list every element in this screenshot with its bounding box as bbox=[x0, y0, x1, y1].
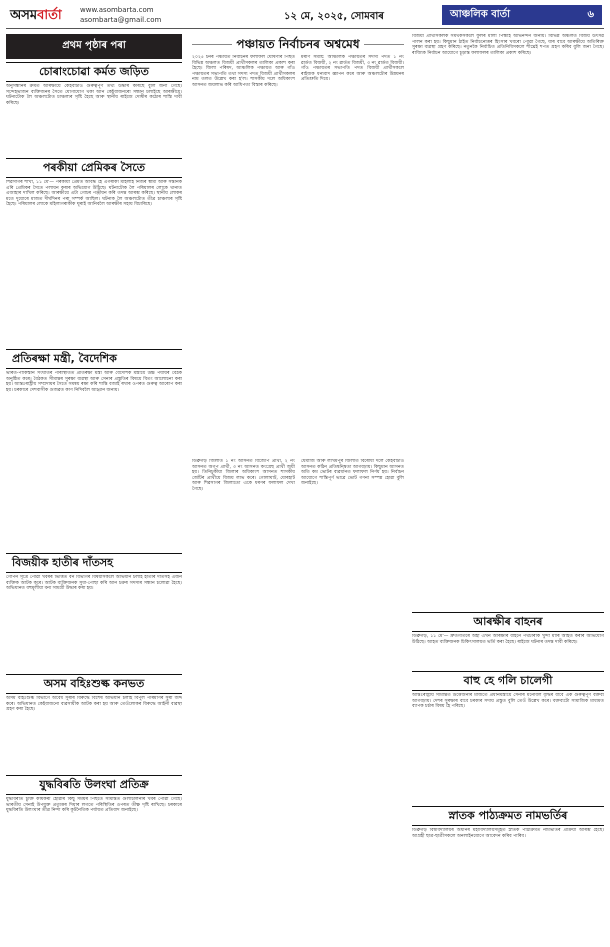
section-title: আঞ্চলিক বাৰ্তা bbox=[450, 8, 511, 20]
article-headline: পৰকীয়া প্ৰেমিকৰ সৈতে bbox=[42, 161, 146, 174]
article-body: ধেমাজি আৰু লখিমপুৰ জিলাত বিৰোধী দলে কেইবাটাও আসনত কঠিন প্ৰতিদ্বন্দ্বিতা আগবঢ়ায়। কিছুমান আসনত অতি কম ভোটৰ ব্যৱধানত ফলাফল নিৰ্ণয় হয়। নিৰ্বাচন আয়োগে শান্তিপূৰ্ণ ভাৱে ভোট গণনা সম্পন্ন হোৱা বুলি জনাইছে। bbox=[301, 459, 404, 487]
article-columns bbox=[192, 55, 404, 869]
article-body: অনুসন্ধানৰ ক্ৰমত আৰক্ষীয়ে কেইবাটাও গুৰুত্বপূৰ্ণ তথ্য উদ্ধাৰ কৰিছে বুলি জনা গৈছে। সন্দেহভাজন ব্যক্তিজনৰ সৈতে যোগাযোগ থকা আন কেইবাজনৰো সন্ধান চলাইছে আৰক্ষীয়ে। ঘটনাটোক লৈ অঞ্চলটোত চাঞ্চল্যৰ সৃষ্টি হৈছে আৰু স্থানীয় ৰাইজে দোষীৰ কঠোৰ শাস্তি দাবী কৰিছে। bbox=[6, 84, 182, 106]
article-header bbox=[412, 612, 604, 632]
article-headline: যুদ্ধবিৰতি উলংঘা প্ৰতিক্ৰ bbox=[39, 778, 149, 791]
article-headline: বাহু হে গলি চালেগী bbox=[463, 674, 553, 687]
article-body: ২০২৫ চনৰ পঞ্চায়ত নিৰ্বাচনৰ ফলাফল ঘোষণাৰ পিছত বিভিন্ন অঞ্চলত বিজয়ী প্ৰাৰ্থীসকলৰ তালিকা প্ৰকাশ কৰা হৈছে। জিলা পৰিষদ, আঞ্চলিক পঞ্চায়ত আৰু গাঁও পঞ্চায়তৰ সভাপতি তথা সদস্য পদত বিজয়ী প্ৰাৰ্থীসকলৰ নাম তলত উল্লেখ কৰা হ'ল। শাসকীয় দলে অধিকাংশ আসনত জয়লাভ কৰি আধিপত্য বিস্তাৰ কৰিছে। bbox=[192, 55, 295, 88]
article-headline: আৰক্ষীৰ বাহনৰ bbox=[473, 615, 543, 628]
article-body: ডিব্ৰুগড় জিলাত ১ নং আসনত বিজেপি প্ৰাৰ্থী, ২ নং আসনত অগপ প্ৰাৰ্থী, ৩ নং আসনত কংগ্ৰেছ প্ৰাৰ্থী জয়ী হয়। তিনিচুকীয়া জিলাৰ অধিকাংশ আসনত শাসকীয় জোঁটৰ প্ৰাৰ্থীয়ে বিজয় লাভ কৰে। গোলাঘাট, যোৰহাট আৰু শিৱসাগৰ জিলাতো একে ধৰণৰ ফলাফল দেখা গৈছে। bbox=[192, 459, 295, 492]
article-header bbox=[6, 62, 182, 82]
subcolumn bbox=[192, 55, 295, 869]
article-body: ডিব্ৰুগড়, ১১ মে'— দ্ৰুতগতিৰে অহা এখন আৰক্ষীৰ বাহনে পথচাৰীক খুন্দা মাৰি আহত কৰাৰ অভিযোগ উঠিছে। আহত ব্যক্তিজনক চিকিৎসালয়ত ভৰ্তি কৰা হৈছে। ৰাইজে ঘটনাৰ তদন্ত দাবী কৰিছে। bbox=[412, 634, 604, 645]
divider bbox=[364, 44, 404, 45]
logo-part1: অসম bbox=[10, 7, 38, 23]
subcolumn bbox=[301, 55, 404, 869]
article-header bbox=[412, 671, 604, 691]
masthead-rule bbox=[6, 28, 604, 29]
article-header bbox=[192, 37, 404, 51]
article-header bbox=[6, 553, 182, 573]
contact-info bbox=[80, 5, 161, 25]
article-body: ডিব্ৰুগড় বিশ্ববিদ্যালয়ৰ অধীনৰ মহাবিদ্যালয়সমূহত স্নাতক পাঠ্যক্ৰমত নামভৰ্তিৰ প্ৰক্ৰিয়া আৰম্ভ হৈছে। আগ্ৰহী ছাত্ৰ-ছাত্ৰীসকলে অনলাইনযোগে আবেদন কৰিব পাৰিব। bbox=[412, 828, 604, 839]
article-headline: অসম বহিঃশুল্ক কনভত bbox=[43, 677, 145, 690]
section-header bbox=[442, 5, 602, 25]
article-headline: স্নাতক পাঠ্যক্ৰমত নামভৰ্তিৰ bbox=[448, 809, 568, 822]
divider bbox=[192, 44, 232, 45]
issue-date: ১২ মে, ২০২৫, সোমবাৰ bbox=[284, 11, 384, 22]
article-body: গোপন সূত্ৰে পোৱা খবৰৰ ভিত্তিত বন বিভাগৰ বিষয়াসকলে অভিযান চলাই হাতীৰ দাঁতসহ এজন ব্যক্তিক আটক কৰে। আটক ব্যক্তিজনক সুধা-পোছা কৰি আন চক্ৰৰ সদস্যৰ সন্ধান চলোৱা হৈছে। অভিযানত বহুমূলীয়া বন্য সামগ্ৰী উদ্ধাৰ কৰা হয়। bbox=[6, 575, 182, 592]
article-body: বিজয়ী প্ৰাৰ্থীসকলক সমৰ্থকসকলে ফুলৰ মালা পিন্ধাই অভিনন্দন জনায়। বিভিন্ন অঞ্চলত বিজয় উৎসৱ পালন কৰা হয়। কিছুমান ঠাইত নিৰ্বাচনোত্তৰ হিংসাৰ খবৰো পোৱা গৈছে, যাৰ বাবে আৰক্ষীয়ে অতিৰিক্ত সুৰক্ষা ব্যৱস্থা গ্ৰহণ কৰিছে। নতুনকৈ নিৰ্বাচিত প্ৰতিনিধিসকলে শীঘ্ৰেই শপত গ্ৰহণ কৰিব বুলি জনা গৈছে। ৰাজ্যিক নিৰ্বাচন আয়োগে চূড়ান্ত ফলাফলৰ তালিকা প্ৰকাশ কৰিছে। bbox=[412, 34, 604, 56]
article-headline: চোৰাংচোৱা কৰ্মত জড়িত bbox=[39, 65, 149, 78]
article-body: আন্তঃৰাষ্ট্ৰীয় সীমান্তত উত্তেজনাৰ মাজতে প্ৰধানমন্ত্ৰীয়ে সেনাৰ মনোবল বৃদ্ধিৰ বাবে এক গুৰুত্বপূৰ্ণ বক্তব্য আগবঢ়ায়। দেশৰ সুৰক্ষাৰ বাবে চৰকাৰ সদায় প্ৰস্তুত বুলি তেওঁ উল্লেখ কৰে। বক্তব্যটো সামাজিক মাধ্যমত ব্যাপক চৰ্চাৰ বিষয় হৈ পৰিছে। bbox=[412, 693, 604, 710]
article-body: যুদ্ধবিৰতি চুক্তি কাৰ্যকৰী হোৱাৰ কিছু সময়ৰ পিছতে সীমান্তত গুলীচালনাৰ খবৰ পোৱা গৈছে। ভাৰতীয় সেনাই উপযুক্ত প্ৰত্যুত্তৰ দিয়াৰ লগতে পৰিস্থিতিৰ ওপৰত তীক্ষ্ণ দৃষ্টি ৰাখিছে। চৰকাৰে যুদ্ধবিৰতি উলংঘাৰ তীব্ৰ নিন্দা কৰি কূটনৈতিক পৰ্যায়ত প্ৰতিবাদ জনাইছে। bbox=[6, 797, 182, 814]
article-header bbox=[6, 158, 182, 178]
newspaper-logo bbox=[10, 6, 62, 26]
newspaper-page bbox=[6, 4, 604, 894]
article-header bbox=[6, 349, 182, 369]
article-headline: পঞ্চায়ত নিৰ্বাচনৰ অশ্বমেধ bbox=[236, 37, 360, 51]
page-number: ৬ bbox=[587, 8, 594, 20]
column-left bbox=[6, 34, 182, 892]
column-middle bbox=[192, 34, 404, 892]
article-body: মৰাণ সমষ্টি: আঞ্চলিক পঞ্চায়তৰ সদস্য পদত ১ নং ৱাৰ্ডত বিজয়ী, ২ নং ৱাৰ্ডত বিজয়ী, ৩ নং ৱাৰ্ডত বিজয়ী। গাঁও পঞ্চায়তৰ সভাপতি পদত বিজয়ী প্ৰাৰ্থীসকলে ৰাইজক ধন্যবাদ জ্ঞাপন কৰে আৰু অঞ্চলটোৰ উন্নয়নৰ প্ৰতিশ্ৰুতি দিয়ে। bbox=[301, 55, 404, 83]
continued-banner: প্ৰথম পৃষ্ঠাৰ পৰা bbox=[6, 34, 182, 59]
article-body: ভাৰত-পাকিস্তান সংঘাতৰ পৰিস্থিতিত প্ৰতিৰক্ষা মন্ত্ৰী আৰু বৈদেশিক মন্ত্ৰীয়ে উচ্চ পৰ্যায়ৰ বৈঠক অনুষ্ঠিত কৰে। বৈঠকত সীমান্তৰ সুৰক্ষা ব্যৱস্থা আৰু সেনাৰ প্ৰস্তুতিৰ বিষয়ে বিতং আলোচনা কৰা হয়। আন্তঃৰাষ্ট্ৰীয় সম্প্ৰদায়ৰ সৈতে সমন্বয় ৰক্ষা কৰি শান্তি বজাই ৰখাৰ ওপৰত গুৰুত্ব আৰোপ কৰা হয়। চৰকাৰে দেশবাসীক গুজৱত কাণ নিদিবলৈ আহ্বান জনায়। bbox=[6, 371, 182, 393]
article-body: অসম বহিঃশুল্ক বিভাগে অবৈধ সুৰাৰ বিৰুদ্ধে বিশেষ অভিযান চলাই বিপুল পৰিমাণৰ সুৰা জব্দ কৰে। অভিযানত কেইবাজনো ব্যৱসায়ীক আটক কৰা হয় আৰু তেওঁলোকৰ বিৰুদ্ধে আইনী ব্যৱস্থা গ্ৰহণ কৰা হৈছে। bbox=[6, 696, 182, 713]
article-headline: প্ৰতিৰক্ষা মন্ত্ৰী, বৈদেশিক bbox=[12, 352, 117, 365]
masthead bbox=[6, 4, 604, 28]
article-headline: বিজয়ীক হাতীৰ দাঁতসহ bbox=[12, 556, 113, 569]
article-header bbox=[412, 806, 604, 826]
website-link[interactable]: www.asombarta.com bbox=[80, 6, 154, 14]
article-body: শিৱসাগৰ শাখা, ১১ মে'— পৰকীয়া প্ৰেমত আবদ্ধ হৈ এগৰাকী মহিলাই নিজৰ স্বামী আৰু সন্তানক এৰি প্ৰেমিকৰ সৈতে পলায়ন কৰাৰ অভিযোগ উঠিছে। ঘটনাটোক লৈ পৰিয়ালৰ লোকে থানাত এজাহাৰ দাখিল কৰিছে। আৰক্ষীয়ে এটা গোচৰ পঞ্জীয়ন কৰি তদন্ত আৰম্ভ কৰিছে। স্থানীয় লোকৰ মতে দুয়োৰে মাজত দীৰ্ঘদিনৰ পৰা সম্পৰ্ক আছিল। ঘটনাক লৈ অঞ্চলটোত তীব্ৰ চাঞ্চল্যৰ সৃষ্টি হৈছে। পৰিয়ালৰ লোকে মহিলাগৰাকীক ঘূৰাই আনিবলৈ আৰক্ষীৰ সহায় বিচাৰিছে। bbox=[6, 180, 182, 208]
article-header bbox=[6, 674, 182, 694]
column-right bbox=[412, 34, 604, 892]
article-header bbox=[6, 775, 182, 795]
email-link[interactable]: asombarta@gmail.com bbox=[80, 16, 162, 24]
logo-part2: বাৰ্তা bbox=[37, 7, 62, 23]
